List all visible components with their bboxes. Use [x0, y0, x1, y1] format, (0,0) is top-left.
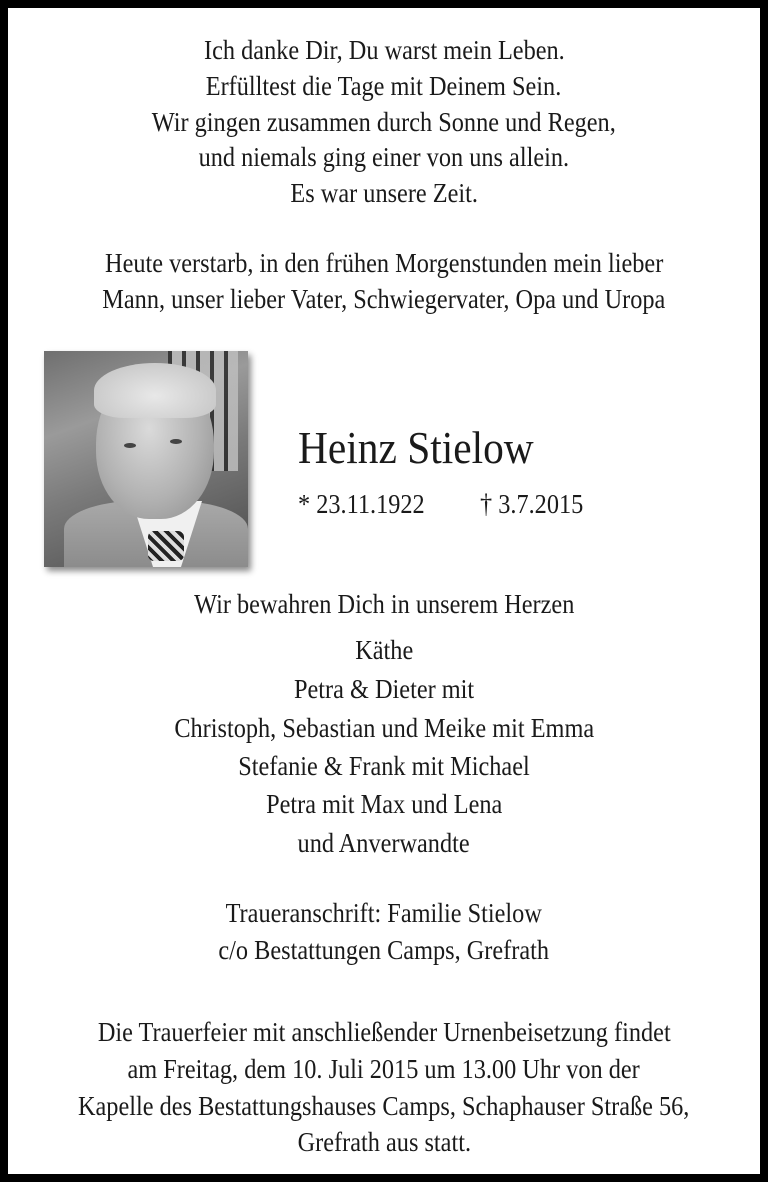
remembrance-line: Wir bewahren Dich in unserem Herzen — [193, 589, 575, 619]
ceremony-line: Kapelle des Bestattungshauses Camps, Schaphauser Straße 56, — [78, 1091, 690, 1121]
ceremony-line: Grefrath aus statt. — [297, 1127, 471, 1157]
death-date: † 3.7.2015 — [480, 489, 584, 519]
family-line: Stefanie & Frank mit Michael — [238, 751, 530, 781]
family-line: Christoph, Sebastian und Meike mit Emma — [174, 713, 594, 743]
ceremony-line: Die Trauerfeier mit anschließender Urnenbeisetzung findet — [97, 1017, 671, 1047]
address-line: c/o Bestattungen Camps, Grefrath — [218, 935, 550, 965]
family-line: Käthe — [354, 635, 414, 665]
poem-line: Ich danke Dir, Du warst mein Leben. — [203, 35, 565, 65]
birth-date: * 23.11.1922 — [298, 489, 425, 519]
poem-line: Es war unsere Zeit. — [290, 178, 478, 208]
family-line: und Anverwandte — [297, 828, 471, 858]
family-line: Petra mit Max und Lena — [265, 789, 503, 819]
portrait-photo — [44, 351, 248, 567]
eye-icon — [170, 439, 182, 444]
poem-line: und niemals ging einer von uns allein. — [198, 142, 570, 172]
hair — [94, 363, 216, 418]
eye-icon — [124, 443, 136, 448]
announcement-line: Mann, unser lieber Vater, Schwiegervater, Opa und Uropa — [102, 284, 666, 314]
announcement-line: Heute verstarb, in den frühen Morgenstunden mein lieber — [104, 248, 664, 278]
family-line: Petra & Dieter mit — [293, 674, 475, 704]
ceremony-line: am Freitag, dem 10. Juli 2015 um 13.00 Uhr von der — [127, 1054, 641, 1084]
address-line: Traueranschrift: Familie Stielow — [225, 898, 543, 928]
poem-line: Erfülltest die Tage mit Deinem Sein. — [206, 71, 562, 101]
tie — [148, 531, 184, 561]
obituary-card — [8, 8, 760, 1174]
poem-line: Wir gingen zusammen durch Sonne und Regen, — [151, 107, 616, 137]
deceased-name: Heinz Stielow — [298, 422, 534, 473]
